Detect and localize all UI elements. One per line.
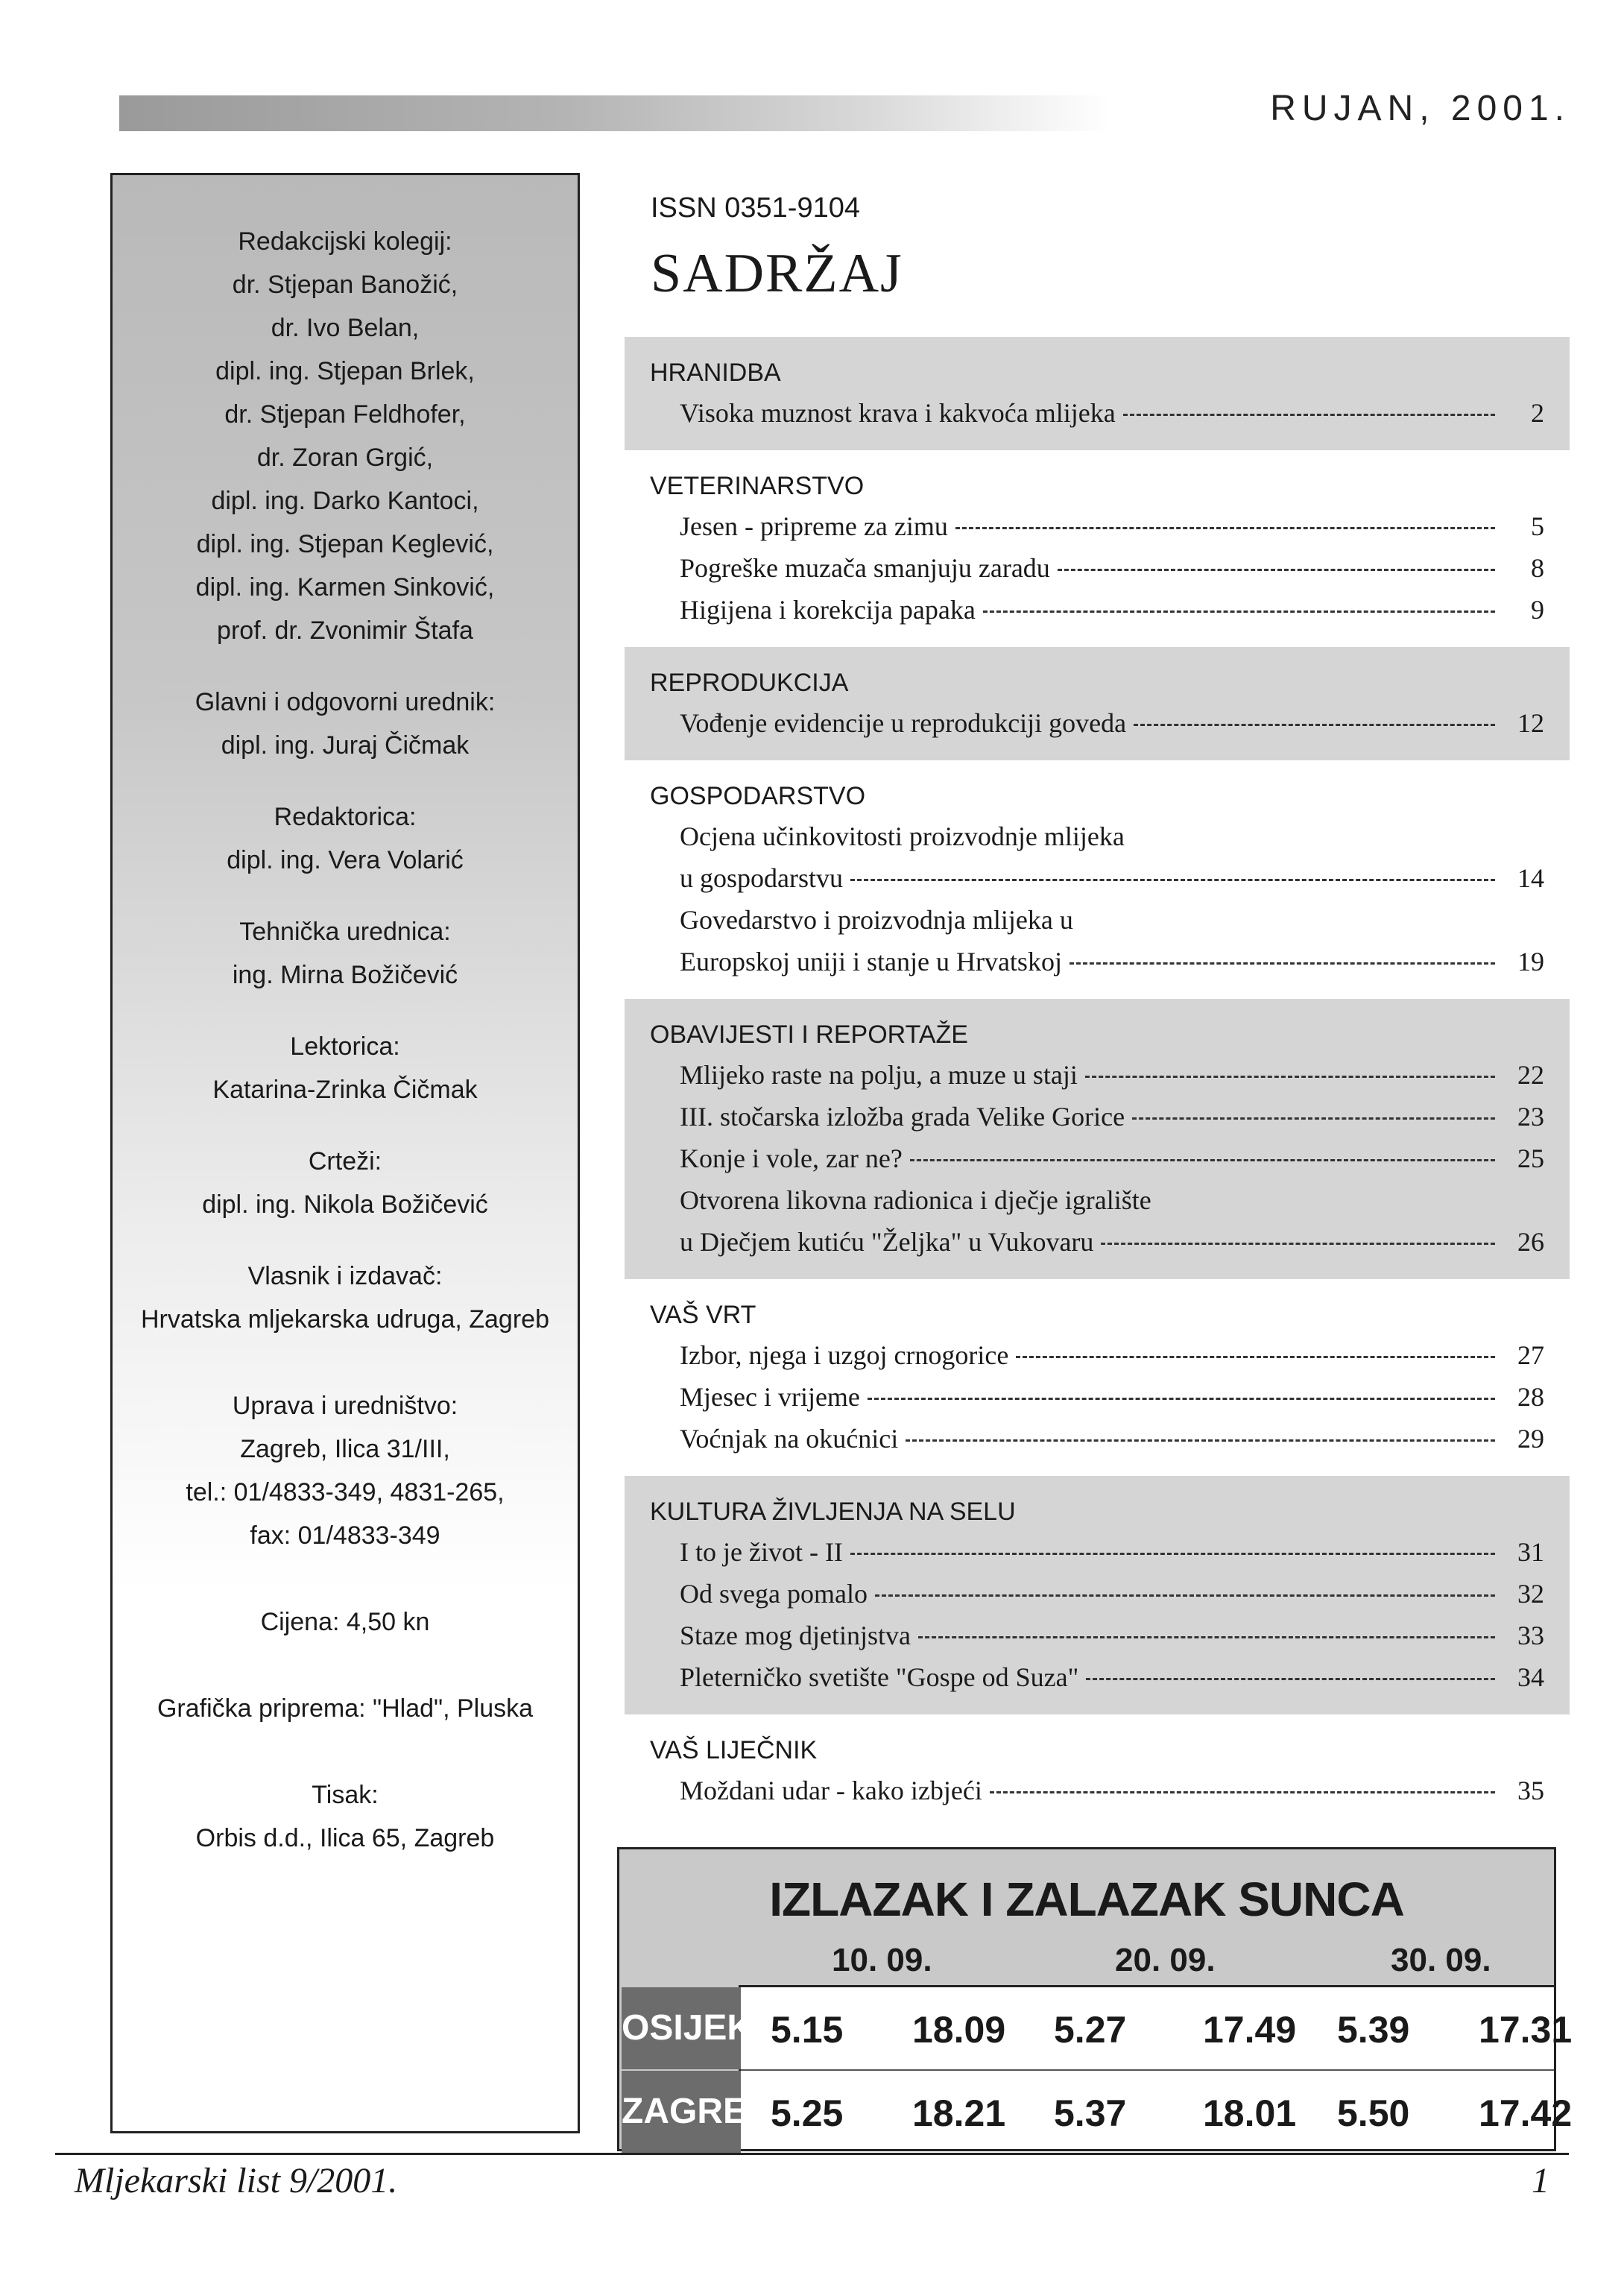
toc-entry	[650, 1334, 1570, 1376]
table-of-contents	[625, 337, 1570, 1828]
toc-leader	[983, 610, 1495, 613]
page-number: 1	[1532, 2161, 1549, 2200]
toc-entry-title: Izbor, njega i uzgoj crnogorice	[680, 1340, 1009, 1370]
toc-section-title: VETERINARSTVO	[650, 472, 865, 500]
colophon-line: Redaktorica:	[274, 803, 417, 831]
toc-page-number: 5	[1531, 511, 1544, 541]
toc-entry-title: Govedarstvo i proizvodnja mlijeka u	[680, 905, 1073, 935]
colophon-line: Grafička priprema: "Hlad", Pluska	[157, 1694, 534, 1723]
colophon-line: dipl. ing. Nikola Božičević	[202, 1190, 488, 1219]
sun-date: 10. 09.	[832, 1942, 932, 1978]
toc-entry	[650, 1138, 1570, 1179]
colophon-line: Uprava i uredništvo:	[232, 1392, 458, 1420]
colophon-line: dipl. ing. Stjepan Brlek,	[215, 357, 475, 385]
toc-page-number: 22	[1517, 1060, 1544, 1090]
toc-section	[625, 760, 1570, 999]
toc-entry-title: Mjesec i vrijeme	[680, 1382, 860, 1412]
toc-leader	[850, 879, 1495, 881]
colophon-panel	[110, 173, 580, 2133]
colophon-line: prof. dr. Zvonimir Štafa	[217, 616, 473, 645]
sun-row	[622, 1987, 1573, 2071]
colophon-line: Tehnička urednica:	[239, 918, 451, 946]
toc-leader	[918, 1636, 1495, 1638]
colophon-line: Zagreb, Ilica 31/III,	[240, 1435, 450, 1463]
sun-date: 30. 09.	[1391, 1942, 1491, 1978]
toc-entry	[650, 702, 1570, 744]
colophon-spacer	[113, 1226, 578, 1255]
toc-leader	[1069, 962, 1495, 965]
colophon-line: Hrvatska mljekarska udruga, Zagreb	[140, 1305, 549, 1334]
sunrise-time: 5.37	[1054, 2092, 1127, 2134]
toc-leader	[1085, 1076, 1495, 1078]
toc-section	[625, 1279, 1570, 1476]
toc-section	[625, 1714, 1570, 1828]
colophon-spacer	[113, 882, 578, 910]
sun-row	[622, 2071, 1573, 2153]
colophon-line: dr. Zoran Grgić,	[256, 444, 434, 472]
issn: ISSN 0351-9104	[651, 192, 860, 224]
sun-date: 20. 09.	[1115, 1942, 1216, 1978]
toc-entry	[650, 1531, 1570, 1573]
sunrise-time: 5.25	[771, 2092, 844, 2134]
toc-page-number: 33	[1517, 1621, 1544, 1650]
footer-divider	[55, 2153, 1569, 2155]
toc-entry	[650, 547, 1570, 589]
colophon-line: dipl. ing. Stjepan Keglević,	[196, 530, 494, 558]
sunset-time: 18.21	[912, 2092, 1006, 2134]
colophon-line: dr. Stjepan Feldhofer,	[224, 400, 466, 429]
toc-leader	[868, 1398, 1495, 1400]
toc-section-title: VAŠ VRT	[650, 1301, 756, 1329]
colophon-line: Crteži:	[308, 1147, 382, 1176]
toc-entry-title: Pleterničko svetište "Gospe od Suza"	[680, 1662, 1079, 1692]
colophon-spacer	[113, 1341, 578, 1384]
toc-entry-title: u gospodarstvu	[680, 863, 843, 893]
toc-leader	[955, 527, 1495, 529]
toc-page-number: 8	[1531, 553, 1544, 583]
sunrise-time: 5.15	[771, 2009, 844, 2051]
header-bar	[119, 95, 1110, 131]
colophon-text	[113, 220, 578, 1860]
toc-leader	[1058, 569, 1495, 571]
toc-entry	[650, 1573, 1570, 1615]
toc-entry-title: Jesen - pripreme za zimu	[680, 511, 948, 541]
toc-section	[625, 337, 1570, 450]
toc-leader	[910, 1159, 1495, 1161]
toc-page-number: 14	[1517, 863, 1544, 893]
toc-entry-title: Moždani udar - kako izbjeći	[680, 1776, 982, 1805]
toc-section	[625, 647, 1570, 760]
toc-entry	[650, 1418, 1570, 1460]
toc-leader	[875, 1594, 1495, 1597]
toc-page-number: 23	[1517, 1102, 1544, 1132]
toc-section-title: KULTURA ŽIVLJENJA NA SELU	[650, 1498, 1016, 1526]
toc-leader	[906, 1439, 1495, 1442]
toc-entry-title: Mlijeko raste na polju, a muze u staji	[680, 1060, 1078, 1090]
colophon-line: Cijena: 4,50 kn	[260, 1608, 430, 1636]
colophon-spacer	[113, 1111, 578, 1140]
colophon-line: Orbis d.d., Ilica 65, Zagreb	[195, 1824, 495, 1852]
colophon-line: Redakcijski kolegij:	[238, 227, 452, 256]
colophon-line: dipl. ing. Juraj Čičmak	[221, 731, 470, 760]
toc-entry-title: Ocjena učinkovitosti proizvodnje mlijeka	[680, 821, 1125, 851]
toc-page-number: 32	[1517, 1579, 1544, 1609]
toc-page-number: 28	[1517, 1382, 1544, 1412]
toc-page-number: 31	[1517, 1537, 1544, 1567]
sunset-time: 18.09	[912, 2009, 1006, 2051]
toc-page-number: 27	[1517, 1340, 1544, 1370]
colophon-line: dr. Stjepan Banožić,	[232, 271, 458, 299]
toc-entry	[650, 1615, 1570, 1656]
toc-entry	[650, 899, 1570, 941]
sunrise-time: 5.39	[1337, 2009, 1410, 2051]
sunrise-time: 5.50	[1337, 2092, 1410, 2134]
toc-entry	[650, 1656, 1570, 1698]
toc-section-title: GOSPODARSTVO	[650, 782, 866, 810]
city-label: OSIJEK	[622, 1987, 741, 2069]
toc-entry-title: I to je život - II	[680, 1537, 843, 1567]
toc-section-title: HRANIDBA	[650, 359, 781, 387]
toc-entry-title: Visoka muznost krava i kakvoća mlijeka	[680, 398, 1116, 428]
toc-page-number: 35	[1517, 1776, 1544, 1805]
toc-section	[625, 450, 1570, 647]
colophon-spacer	[113, 767, 578, 795]
sunset-time: 17.31	[1479, 2009, 1573, 2051]
toc-page-number: 34	[1517, 1662, 1544, 1692]
colophon-line: dipl. ing. Karmen Sinković,	[195, 573, 495, 602]
page-title: SADRŽAJ	[651, 243, 903, 304]
toc-leader	[1132, 1117, 1495, 1120]
toc-leader	[1086, 1678, 1495, 1680]
toc-entry	[650, 589, 1570, 631]
toc-section-title: REPRODUKCIJA	[650, 669, 849, 697]
toc-entry	[650, 505, 1570, 547]
colophon-line: Vlasnik i izdavač:	[247, 1262, 443, 1290]
toc-entry-title: Staze mog djetinjstva	[680, 1621, 911, 1650]
toc-section	[625, 999, 1570, 1279]
toc-leader	[1016, 1356, 1495, 1358]
toc-entry	[650, 1770, 1570, 1811]
toc-entry-title: Pogreške muzača smanjuju zaradu	[680, 553, 1050, 583]
toc-page-number: 26	[1517, 1227, 1544, 1257]
toc-entry	[650, 1179, 1570, 1221]
toc-section-title: VAŠ LIJEČNIK	[650, 1736, 818, 1764]
colophon-spacer	[113, 997, 578, 1025]
colophon-line: ing. Mirna Božičević	[232, 961, 458, 989]
colophon-line: dr. Ivo Belan,	[271, 314, 420, 342]
toc-section-title: OBAVIJESTI I REPORTAŽE	[650, 1020, 968, 1049]
colophon-line: fax: 01/4833-349	[250, 1521, 440, 1550]
toc-leader	[1123, 414, 1495, 416]
colophon-line: dipl. ing. Darko Kantoci,	[211, 487, 479, 515]
toc-entry	[650, 815, 1570, 857]
issue-date: RUJAN, 2001.	[1270, 89, 1570, 128]
toc-leader	[990, 1791, 1495, 1793]
sun-table-title: IZLAZAK I ZALAZAK SUNCA	[769, 1872, 1404, 1926]
sunset-time: 17.49	[1203, 2009, 1297, 2051]
toc-page-number: 9	[1531, 595, 1544, 625]
colophon-spacer	[113, 1644, 578, 1687]
colophon-line: Katarina-Zrinka Čičmak	[212, 1076, 478, 1104]
toc-page-number: 12	[1517, 708, 1544, 738]
toc-entry	[650, 1096, 1570, 1138]
toc-section	[625, 1476, 1570, 1714]
colophon-line: dipl. ing. Vera Volarić	[227, 846, 464, 874]
colophon-line: tel.: 01/4833-349, 4831-265,	[186, 1478, 505, 1506]
colophon-spacer	[113, 1557, 578, 1600]
toc-entry-title: Konje i vole, zar ne?	[680, 1143, 903, 1173]
toc-leader	[850, 1553, 1495, 1555]
colophon-spacer	[113, 652, 578, 681]
toc-page-number: 2	[1531, 398, 1544, 428]
colophon-line: Glavni i odgovorni urednik:	[195, 688, 496, 716]
toc-entry-title: Europskoj uniji i stanje u Hrvatskoj	[680, 947, 1062, 976]
toc-entry-title: Od svega pomalo	[680, 1579, 868, 1609]
toc-entry-title: III. stočarska izložba grada Velike Gorice	[680, 1102, 1125, 1132]
toc-entry	[650, 1221, 1570, 1263]
toc-page-number: 25	[1517, 1143, 1544, 1173]
sun-grid	[622, 1985, 1573, 2149]
colophon-spacer	[113, 1730, 578, 1773]
toc-leader	[1134, 724, 1495, 726]
toc-entry-title: Vođenje evidencije u reprodukciji goveda	[680, 708, 1127, 738]
sunrise-time: 5.27	[1054, 2009, 1127, 2051]
colophon-line: Tisak:	[312, 1781, 379, 1809]
toc-entry	[650, 1376, 1570, 1418]
toc-page-number: 19	[1517, 947, 1544, 976]
toc-entry	[650, 857, 1570, 899]
toc-entry-title: Otvorena likovna radionica i dječje igralište	[680, 1185, 1151, 1215]
sun-table	[617, 1847, 1573, 2151]
toc-entry-title: u Dječjem kutiću "Željka" u Vukovaru	[680, 1227, 1094, 1257]
sunset-time: 17.42	[1479, 2092, 1573, 2134]
toc-leader	[1101, 1243, 1495, 1245]
toc-entry	[650, 1054, 1570, 1096]
city-label: ZAGREB	[622, 2071, 741, 2153]
toc-entry	[650, 392, 1570, 434]
toc-entry	[650, 941, 1570, 982]
sunset-time: 18.01	[1203, 2092, 1297, 2134]
toc-page-number: 29	[1517, 1424, 1544, 1454]
colophon-line: Lektorica:	[290, 1032, 400, 1061]
toc-entry-title: Voćnjak na okućnici	[680, 1424, 899, 1454]
toc-entry-title: Higijena i korekcija papaka	[680, 595, 976, 625]
journal-issue: Mljekarski list 9/2001.	[75, 2161, 398, 2200]
